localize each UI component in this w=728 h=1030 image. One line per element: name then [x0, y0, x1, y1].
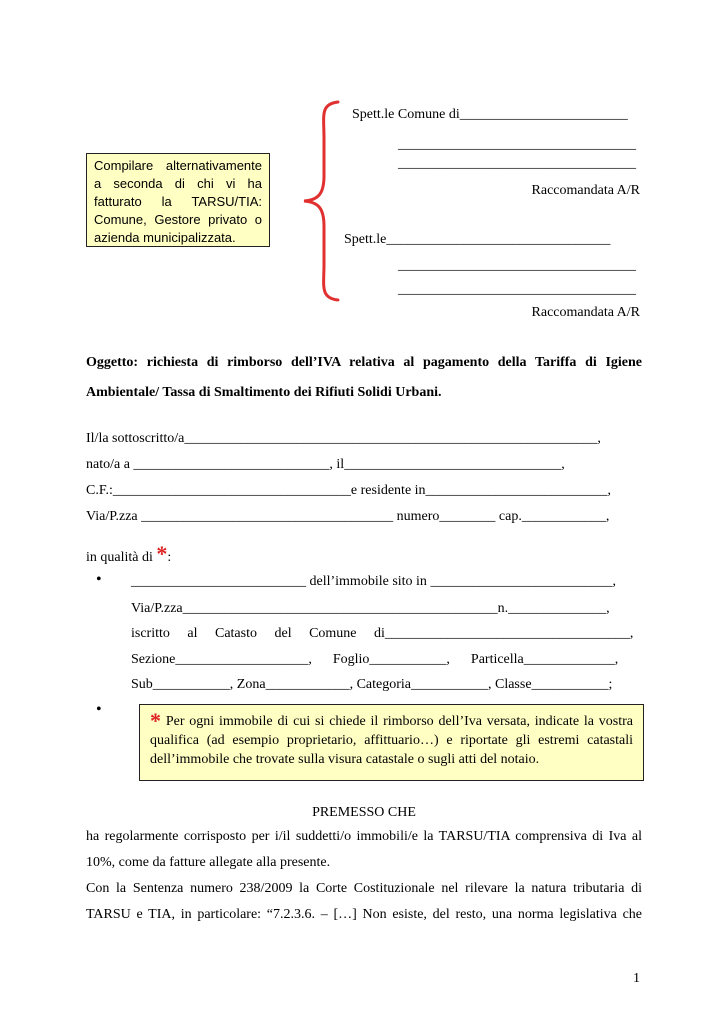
page-number: 1: [633, 971, 640, 986]
addressee-2-line: Spett.le________________________________: [344, 232, 611, 247]
curly-brace: [298, 98, 344, 304]
addressee-1-line: Spett.le Comune di________________________: [352, 107, 628, 122]
capacity-field: in qualità di *:: [86, 541, 172, 566]
bullet-1: •: [96, 571, 102, 588]
property-street-field: Via/P.zza_____________________________________________n.______________,: [131, 601, 610, 616]
tax-code-field: C.F.:__________________________________e residente in__________________________,: [86, 483, 612, 498]
addressee-2-line-2: __________________________________: [398, 258, 636, 273]
undersigned-field: Il/la sottoscritto/a___________________________________________________________,: [86, 431, 601, 446]
birth-field: nato/a a ____________________________, il_______________________________,: [86, 457, 565, 472]
premise-heading: PREMESSO CHE: [312, 805, 416, 820]
addressee-2-line-3: __________________________________: [398, 282, 636, 297]
subject-line-1: Oggetto: richiesta di rimborso dell’IVA relativa al pagamento della Tariffa di Igiene: [86, 355, 642, 370]
sub-field: Sub___________, Zona____________, Categoria___________, Classe___________;: [131, 677, 613, 692]
registered-mail-1: Raccomandata A/R: [531, 183, 640, 198]
addressee-1-line-3: __________________________________: [398, 156, 636, 171]
section-field: Sezione___________________, Foglio___________, Particella_____________,: [131, 652, 619, 667]
premise-p2-line-2: TARSU e TIA, in particolare: “7.2.3.6. – […] Non esiste, del resto, una norma legislativa che: [86, 907, 642, 922]
star-note: * Per ogni immobile di cui si chiede il rimborso dell’Iva versata, indicate la vostra qualifica (ad esempio proprietario, affittuario…) e riportate gli estremi catastali dell’immobile che trovate sulla visura catastale o sugli atti del notaio.: [139, 704, 644, 781]
cadastre-field: iscritto al Catasto del Comune di___________________________________,: [131, 626, 634, 641]
premise-p2-line-1: Con la Sentenza numero 238/2009 la Corte Costituzionale nel rilevare la natura tributaria di: [86, 881, 642, 896]
subject-line-2: Ambientale/ Tassa di Smaltimento dei Rifiuti Solidi Urbani.: [86, 385, 442, 400]
bullet-2: •: [96, 701, 102, 718]
premise-p1-line-1: ha regolarmente corrisposto per i/il suddetti/o immobili/e la TARSU/TIA comprensiva di Iva al: [86, 829, 642, 844]
addressee-1-line-2: __________________________________: [398, 137, 636, 152]
property-field: _________________________ dell’immobile sito in __________________________,: [131, 574, 616, 589]
premise-p1-line-2: 10%, come da fatture allegate alla presente.: [86, 855, 331, 870]
street-field: Via/P.zza ____________________________________ numero________ cap.____________,: [86, 509, 610, 524]
instruction-note: Compilare alternativamente a seconda di chi vi ha fatturato la TARSU/TIA: Comune, Gestore privato o azienda municipalizzata.: [86, 153, 270, 247]
registered-mail-2: Raccomandata A/R: [531, 305, 640, 320]
